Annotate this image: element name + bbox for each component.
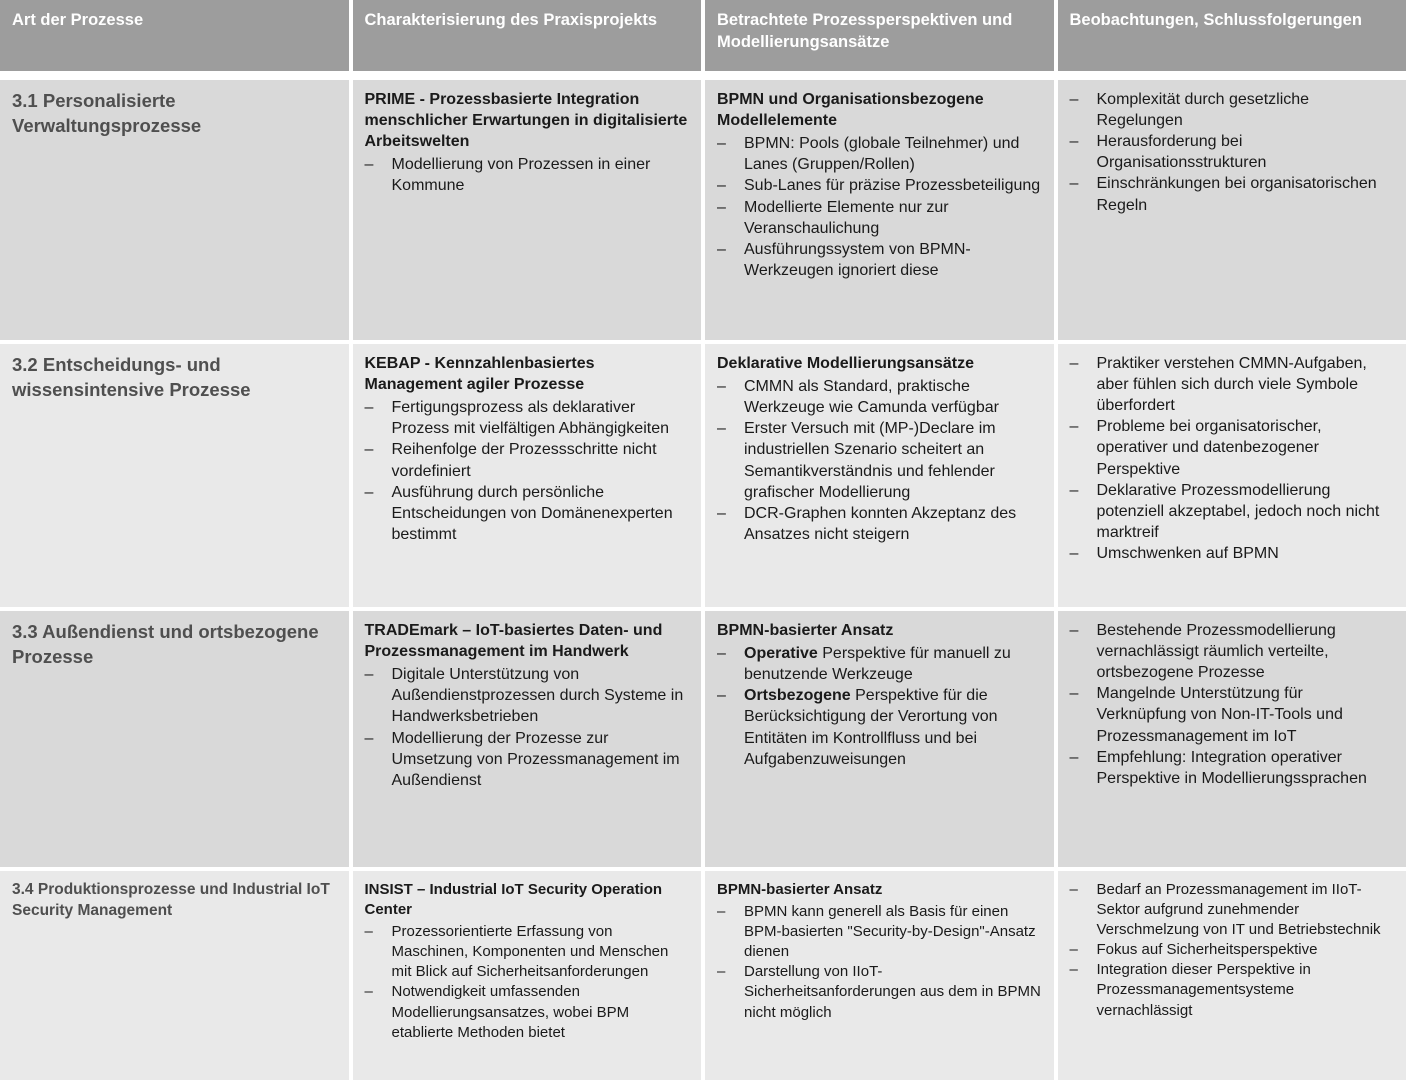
list-item <box>1070 880 1395 940</box>
bullet-text: Bedarf an Prozessmanagement im IIoT-Sektor aufgrund zunehmender Verschmelzung von IT und Betriebstechnik <box>1096 881 1381 939</box>
dash-marker: – <box>1069 91 1079 108</box>
table-row <box>0 871 1406 1080</box>
dash-marker: – <box>364 923 373 941</box>
list-item <box>1070 89 1395 131</box>
project-cell <box>353 344 702 607</box>
bullet-text: Ausführungssystem von BPMN-Werkzeugen ignoriert diese <box>744 240 971 279</box>
bullet-list <box>1070 353 1395 564</box>
bullet-text: Praktiker verstehen CMMN-Aufgaben, aber fühlen sich durch viele Symbole überfordert <box>1096 355 1367 415</box>
bullet-list <box>717 902 1042 1023</box>
bullet-text: Darstellung von IIoT-Sicherheitsanforderungen aus dem in BPMN nicht möglich <box>744 963 1041 1021</box>
dash-marker: – <box>717 963 726 981</box>
dash-marker: – <box>364 156 374 174</box>
category-cell: 3.1 Personalisierte Verwaltungsprozesse <box>0 80 349 340</box>
dash-marker: – <box>1069 685 1079 703</box>
list-item <box>1070 131 1395 173</box>
dash-marker: – <box>717 645 726 663</box>
observations-cell <box>1058 871 1406 1080</box>
dash-marker: – <box>717 504 726 522</box>
bullet-list <box>717 133 1042 281</box>
bullet-text: BPMN: Pools (globale Teilnehmer) und Lanes (Gruppen/Rollen) <box>744 135 1020 174</box>
list-item <box>717 197 1042 239</box>
perspectives-cell <box>705 80 1054 340</box>
project-cell <box>353 611 702 867</box>
observations-cell <box>1058 80 1406 340</box>
dash-marker: – <box>364 441 374 459</box>
list-item <box>1070 960 1395 1020</box>
bullet-list <box>717 376 1042 545</box>
bullet-text: Ortsbezogene Perspektive für die Berücksichtigung der Verortung von Entitäten im Kontrollfluss und bei Aufgabenzuweisungen <box>744 687 998 768</box>
list-item <box>365 154 690 196</box>
dash-marker: – <box>1069 622 1079 639</box>
project-title: KEBAP - Kennzahlenbasiertes Management agiler Prozesse <box>364 355 595 394</box>
dash-marker: – <box>1069 941 1078 959</box>
category-cell: 3.4 Produktionsprozesse und Industrial IoT Security Management <box>0 871 349 1080</box>
bullet-text: CMMN als Standard, praktische Werkzeuge wie Camunda verfügbar <box>744 378 999 417</box>
list-item <box>365 728 690 791</box>
bullet-text: Notwendigkeit umfassenden Modellierungsansatzes, wobei BPM etablierte Methoden bietet <box>391 983 630 1041</box>
list-item <box>717 133 1042 175</box>
bullet-text: Fokus auf Sicherheitsperspektive <box>1096 941 1318 959</box>
dash-marker: – <box>717 378 726 396</box>
bullet-list <box>1070 620 1395 789</box>
bullet-text: Modellierung von Prozessen in einer Kommune <box>391 156 651 195</box>
table-row <box>0 344 1406 607</box>
list-item <box>717 418 1042 502</box>
bullet-list <box>365 154 690 196</box>
list-item <box>365 922 690 982</box>
header-cell-charakterisierung: Charakterisierung des Praxisprojekts <box>353 0 702 71</box>
list-item <box>1070 683 1395 746</box>
list-item <box>717 376 1042 418</box>
perspectives-cell <box>705 871 1054 1080</box>
dash-marker: – <box>364 399 374 417</box>
perspectives-title: BPMN-basierter Ansatz <box>717 881 883 898</box>
dash-marker: – <box>1069 418 1079 436</box>
list-item <box>1070 543 1395 564</box>
list-item <box>717 685 1042 769</box>
list-item <box>717 643 1042 685</box>
list-item <box>365 397 690 439</box>
dash-marker: – <box>717 420 726 438</box>
dash-marker: – <box>717 135 726 153</box>
dash-marker: – <box>364 666 374 684</box>
bullet-list <box>717 643 1042 770</box>
bullet-list <box>365 922 690 1043</box>
perspectives-cell <box>705 611 1054 867</box>
perspectives-title: BPMN-basierter Ansatz <box>717 622 894 639</box>
dash-marker: – <box>364 483 374 501</box>
bullet-text: Erster Versuch mit (MP-)Declare im industriellen Szenario scheitert an Semantikverständnis und fehlender grafischer Modellierung <box>744 420 996 501</box>
dash-marker: – <box>717 177 726 195</box>
dash-marker: – <box>1069 481 1079 499</box>
bullet-text: Deklarative Prozessmodellierung potenziell akzeptabel, jedoch noch nicht marktreif <box>1096 481 1380 541</box>
perspectives-cell <box>705 344 1054 607</box>
dash-marker: – <box>1069 748 1079 766</box>
bullet-text: BPMN kann generell als Basis für einen BPM-basierten "Security-by-Design"-Ansatz dienen <box>744 903 1036 961</box>
bullet-text: Operative Perspektive für manuell zu benutzende Werkzeuge <box>744 645 1011 684</box>
project-title: INSIST – Industrial IoT Security Operation Center <box>364 881 663 919</box>
bullet-text: Digitale Unterstützung von Außendienstprozessen durch Systeme in Handwerksbetrieben <box>391 666 684 726</box>
dash-marker: – <box>1069 961 1078 979</box>
bullet-text: Mangelnde Unterstützung für Verknüpfung von Non-IT-Tools und Prozessmanagement im IoT <box>1096 685 1343 745</box>
bullet-list <box>1070 880 1395 1021</box>
category-cell: 3.2 Entscheidungs- und wissensintensive Prozesse <box>0 344 349 607</box>
bullet-text: Integration dieser Perspektive in Prozessmanagementsysteme vernachlässigt <box>1096 961 1311 1019</box>
dash-marker: – <box>717 903 726 921</box>
project-title: TRADEmark – IoT-basiertes Daten- und Prozessmanagement im Handwerk <box>364 622 663 661</box>
perspectives-title: BPMN und Organisationsbezogene Modellelemente <box>717 91 984 130</box>
list-item <box>365 439 690 481</box>
dash-marker: – <box>717 687 726 705</box>
bullet-text: Bestehende Prozessmodellierung vernachlässigt räumlich verteilte, ortsbezogene Prozesse <box>1096 622 1336 682</box>
bullet-text: Einschränkungen bei organisatorischen Regeln <box>1096 175 1377 214</box>
header-cell-prozessperspektiven: Betrachtete Prozessperspektiven und Modellierungsansätze <box>705 0 1054 71</box>
project-cell <box>353 871 702 1080</box>
list-item <box>1070 353 1395 416</box>
list-item <box>1070 620 1395 683</box>
dash-marker: – <box>717 198 726 216</box>
header-cell-beobachtungen: Beobachtungen, Schlussfolgerungen <box>1058 0 1406 71</box>
table-row <box>0 611 1406 867</box>
observations-cell <box>1058 611 1406 867</box>
perspectives-title: Deklarative Modellierungsansätze <box>717 355 974 372</box>
bullet-text: Umschwenken auf BPMN <box>1096 544 1279 562</box>
bullet-text: Ausführung durch persönliche Entscheidungen von Domänenexperten bestimmt <box>391 483 673 543</box>
bullet-text: Fertigungsprozess als deklarativer Prozess mit vielfältigen Abhängigkeiten <box>391 399 669 438</box>
bullet-text: Prozessorientierte Erfassung von Maschinen, Komponenten und Menschen mit Blick auf Sicherheitsanforderungen <box>391 923 669 981</box>
dash-marker: – <box>717 240 726 258</box>
header-cell-art-der-prozesse: Art der Prozesse <box>0 0 349 71</box>
bullet-text: Modellierung der Prozesse zur Umsetzung von Prozessmanagement im Außendienst <box>391 729 680 789</box>
bullet-text: DCR-Graphen konnten Akzeptanz des Ansatzes nicht steigern <box>744 504 1017 543</box>
dash-marker: – <box>364 729 374 747</box>
list-item <box>1070 173 1395 215</box>
list-item <box>717 239 1042 281</box>
list-item <box>717 503 1042 545</box>
project-cell <box>353 80 702 340</box>
dash-marker: – <box>1069 544 1079 562</box>
list-item <box>1070 940 1395 960</box>
bullet-text: Komplexität durch gesetzliche Regelungen <box>1096 91 1310 130</box>
observations-cell <box>1058 344 1406 607</box>
table-header <box>0 0 1406 71</box>
list-item <box>365 982 690 1042</box>
bullet-text: Probleme bei organisatorischer, operativer und datenbezogener Perspektive <box>1096 418 1322 478</box>
bullet-text: Empfehlung: Integration operativer Perspektive in Modellierungssprachen <box>1096 748 1367 787</box>
list-item <box>717 175 1042 196</box>
bullet-text: Sub-Lanes für präzise Prozessbeteiligung <box>744 177 1041 195</box>
dash-marker: – <box>364 983 373 1001</box>
dash-marker: – <box>1069 881 1078 898</box>
list-item <box>365 482 690 545</box>
list-item <box>365 664 690 727</box>
bullet-text: Modellierte Elemente nur zur Veranschaulichung <box>744 198 949 237</box>
dash-marker: – <box>1069 355 1079 372</box>
dash-marker: – <box>1069 133 1079 151</box>
bullet-text: Reihenfolge der Prozessschritte nicht vordefiniert <box>391 441 657 480</box>
category-cell: 3.3 Außendienst und ortsbezogene Prozesse <box>0 611 349 867</box>
dash-marker: – <box>1069 175 1079 193</box>
list-item <box>1070 416 1395 479</box>
list-item <box>1070 747 1395 789</box>
list-item <box>717 962 1042 1022</box>
bullet-list <box>1070 89 1395 216</box>
list-item <box>1070 480 1395 543</box>
list-item <box>717 902 1042 962</box>
bullet-text: Herausforderung bei Organisationsstrukturen <box>1096 133 1267 172</box>
bullet-list <box>365 397 690 545</box>
project-title: PRIME - Prozessbasierte Integration menschlicher Erwartungen in digitalisierte Arbeitswelten <box>364 91 688 151</box>
bullet-list <box>365 664 690 791</box>
table-row <box>0 80 1406 340</box>
